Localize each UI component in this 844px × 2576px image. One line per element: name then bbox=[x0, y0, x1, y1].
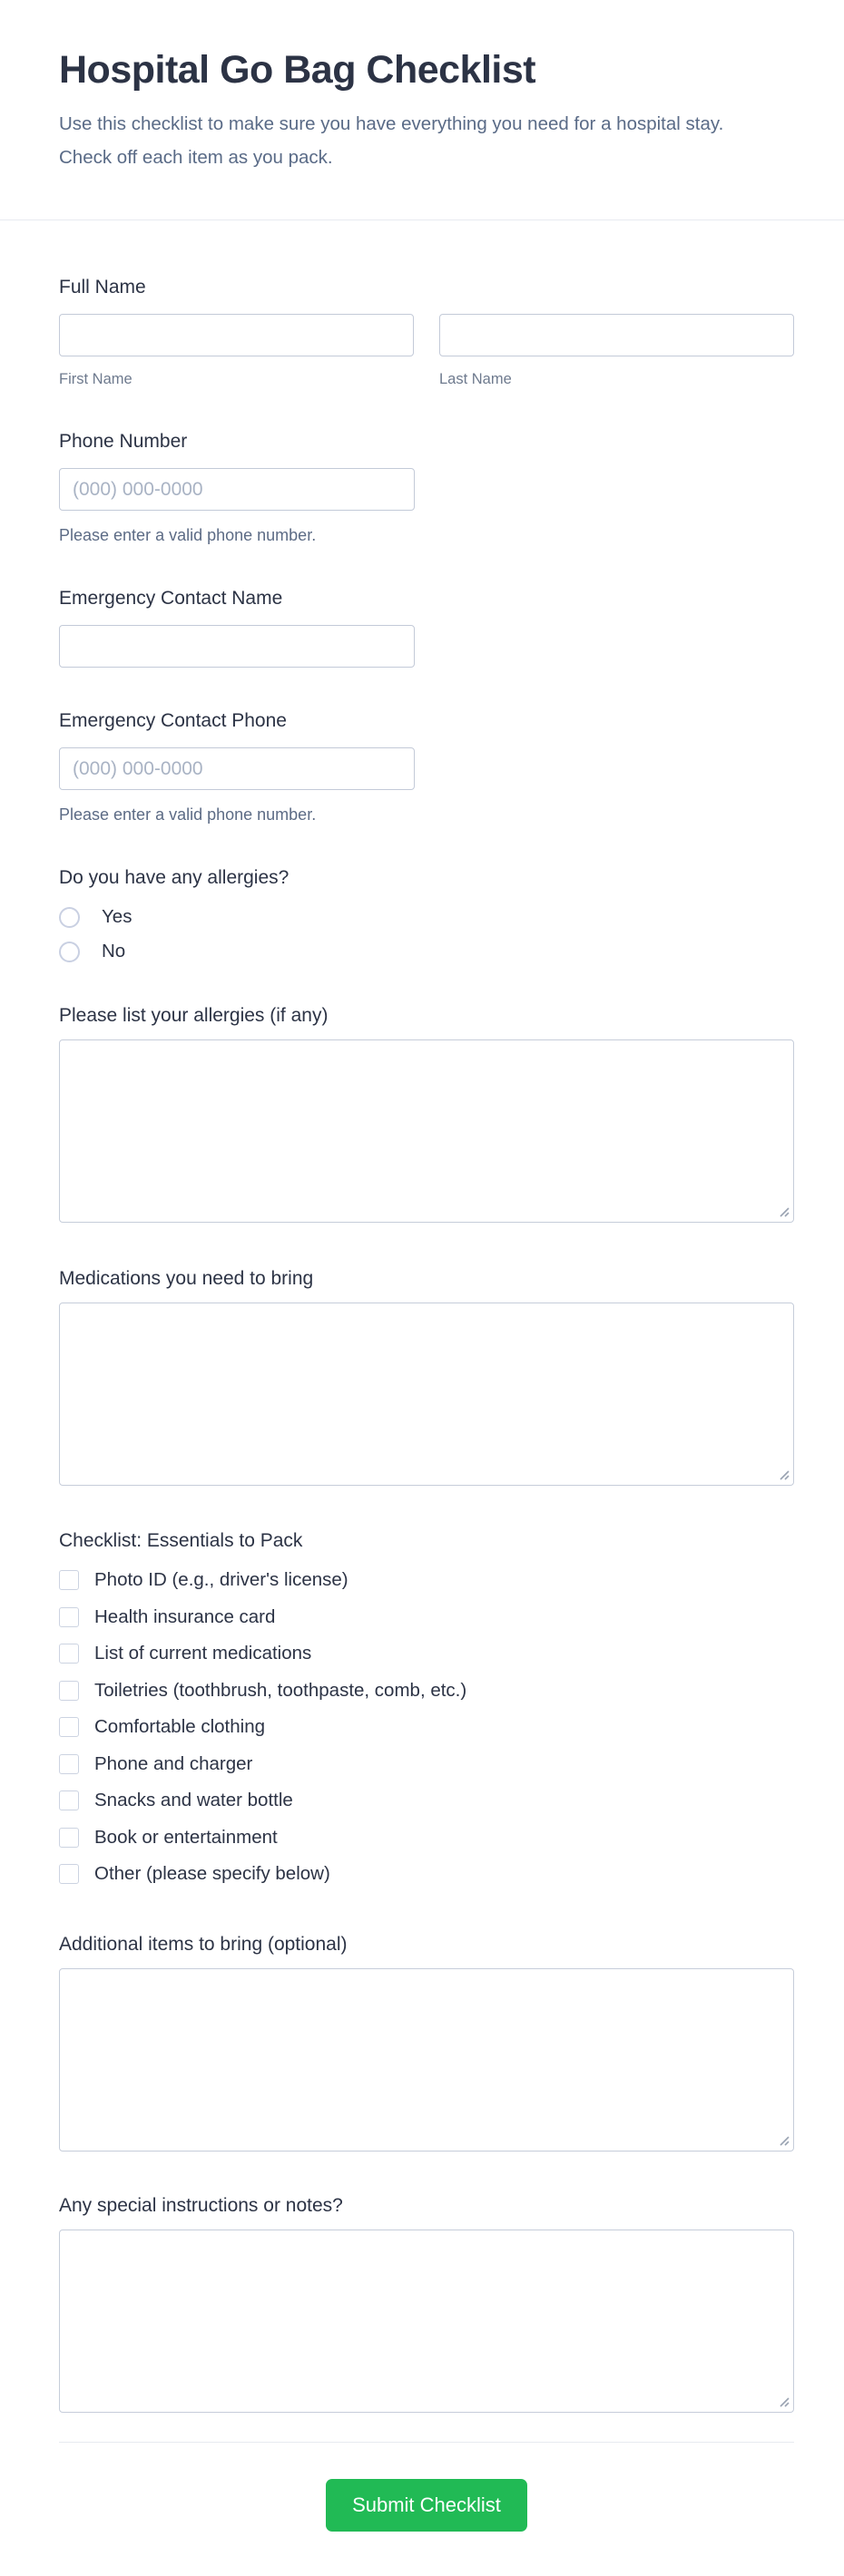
form-footer bbox=[59, 2442, 794, 2576]
medications-textarea[interactable] bbox=[59, 1303, 794, 1486]
checklist-item-phone-charger[interactable] bbox=[59, 1753, 794, 1775]
allergies-option-yes[interactable] bbox=[59, 906, 794, 928]
allergies-textarea[interactable] bbox=[59, 1039, 794, 1223]
first-name-col bbox=[59, 314, 414, 388]
checklist-label: Checklist: Essentials to Pack bbox=[59, 1530, 303, 1552]
question-notes bbox=[59, 2195, 794, 2413]
checkbox[interactable] bbox=[59, 1570, 79, 1590]
last-name-input[interactable] bbox=[439, 314, 794, 356]
radio-no[interactable] bbox=[59, 942, 80, 962]
page-title: Hospital Go Bag Checklist bbox=[59, 48, 536, 92]
checklist-item-snacks[interactable] bbox=[59, 1790, 794, 1811]
checklist-item-label: Phone and charger bbox=[94, 1752, 253, 1774]
checklist-item-label: Snacks and water bottle bbox=[94, 1790, 293, 1811]
additional-items-textarea-wrap bbox=[59, 1968, 794, 2152]
checkbox[interactable] bbox=[59, 1791, 79, 1810]
checklist-item-other[interactable] bbox=[59, 1863, 794, 1885]
first-name-input[interactable] bbox=[59, 314, 414, 356]
question-additional-items bbox=[59, 1934, 794, 2152]
checklist-item-label: Health insurance card bbox=[94, 1605, 276, 1627]
submit-button[interactable]: Submit Checklist bbox=[326, 2479, 527, 2532]
question-allergies-list bbox=[59, 1005, 794, 1223]
emergency-phone-label: Emergency Contact Phone bbox=[59, 710, 287, 732]
allergies-textarea-wrap bbox=[59, 1039, 794, 1223]
question-checklist bbox=[59, 1530, 794, 1885]
medications-label: Medications you need to bring bbox=[59, 1268, 314, 1290]
checklist-item-photo-id[interactable] bbox=[59, 1569, 794, 1591]
checkbox[interactable] bbox=[59, 1681, 79, 1701]
checkbox[interactable] bbox=[59, 1717, 79, 1737]
emergency-name-input[interactable] bbox=[59, 625, 415, 668]
checkbox[interactable] bbox=[59, 1607, 79, 1627]
checklist-group bbox=[59, 1569, 794, 1885]
first-name-sublabel: First Name bbox=[59, 371, 132, 388]
checkbox[interactable] bbox=[59, 1864, 79, 1884]
checklist-item-book[interactable] bbox=[59, 1827, 794, 1849]
checklist-item-clothing[interactable] bbox=[59, 1716, 794, 1738]
checklist-item-toiletries[interactable] bbox=[59, 1680, 794, 1702]
additional-items-textarea[interactable] bbox=[59, 1968, 794, 2152]
medications-textarea-wrap bbox=[59, 1303, 794, 1486]
last-name-col bbox=[439, 314, 794, 388]
full-name-label: Full Name bbox=[59, 277, 146, 298]
checkbox[interactable] bbox=[59, 1644, 79, 1664]
form-description: Use this checklist to make sure you have everything you need for a hospital stay. Check off each item as you pack. bbox=[59, 113, 724, 169]
allergies-radio-group bbox=[59, 906, 794, 962]
name-row bbox=[59, 314, 794, 388]
question-full-name bbox=[59, 277, 794, 388]
radio-yes-label: Yes bbox=[102, 906, 132, 928]
phone-input[interactable] bbox=[59, 468, 415, 511]
allergies-list-label: Please list your allergies (if any) bbox=[59, 1005, 329, 1027]
checkbox[interactable] bbox=[59, 1828, 79, 1848]
question-emergency-phone bbox=[59, 710, 794, 825]
notes-textarea[interactable] bbox=[59, 2230, 794, 2413]
question-allergies bbox=[59, 867, 794, 962]
checklist-item-label: Book or entertainment bbox=[94, 1826, 278, 1848]
form-header bbox=[0, 0, 844, 220]
checklist-item-label: Photo ID (e.g., driver's license) bbox=[94, 1569, 348, 1591]
question-medications bbox=[59, 1268, 794, 1486]
phone-helper-text: Please enter a valid phone number. bbox=[59, 526, 317, 545]
allergies-option-no[interactable] bbox=[59, 941, 794, 962]
emergency-phone-input[interactable] bbox=[59, 747, 415, 790]
form-body bbox=[0, 220, 844, 2576]
additional-items-label: Additional items to bring (optional) bbox=[59, 1934, 348, 1956]
last-name-sublabel: Last Name bbox=[439, 371, 512, 388]
checklist-item-medications-list[interactable] bbox=[59, 1643, 794, 1664]
emergency-name-label: Emergency Contact Name bbox=[59, 588, 283, 610]
notes-textarea-wrap bbox=[59, 2230, 794, 2413]
checklist-item-label: Other (please specify below) bbox=[94, 1863, 330, 1885]
checklist-item-label: Comfortable clothing bbox=[94, 1716, 266, 1738]
question-emergency-name bbox=[59, 588, 794, 668]
checkbox[interactable] bbox=[59, 1754, 79, 1774]
allergies-label: Do you have any allergies? bbox=[59, 867, 290, 889]
checklist-item-label: List of current medications bbox=[94, 1643, 312, 1664]
checklist-item-label: Toiletries (toothbrush, toothpaste, comb, etc.) bbox=[94, 1679, 467, 1701]
checklist-item-insurance-card[interactable] bbox=[59, 1606, 794, 1628]
phone-label: Phone Number bbox=[59, 431, 188, 453]
radio-yes[interactable] bbox=[59, 907, 80, 928]
notes-label: Any special instructions or notes? bbox=[59, 2195, 343, 2217]
question-phone bbox=[59, 431, 794, 545]
radio-no-label: No bbox=[102, 941, 126, 962]
emergency-phone-helper-text: Please enter a valid phone number. bbox=[59, 805, 317, 825]
